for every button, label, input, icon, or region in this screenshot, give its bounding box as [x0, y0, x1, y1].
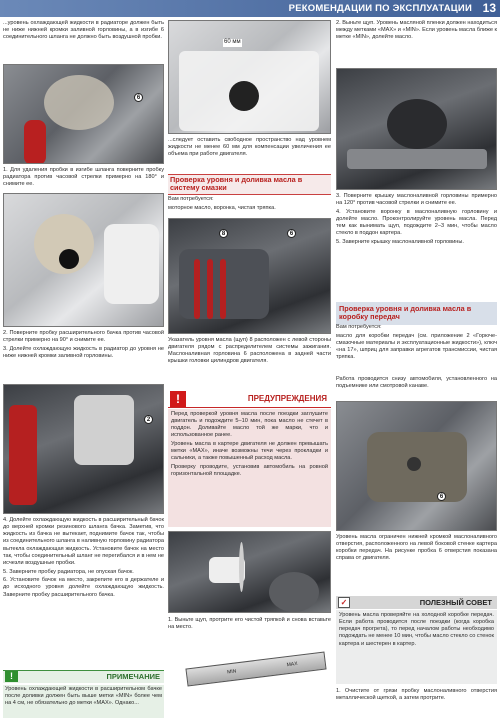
callout-6-filler: 6	[287, 229, 296, 238]
page-number: 13	[482, 1, 496, 15]
section-header-title: РЕКОМЕНДАЦИИ ПО ЭКСПЛУАТАЦИИ	[288, 3, 472, 14]
tip-title: ПОЛЕЗНЫЙ СОВЕТ	[419, 598, 492, 607]
col2-need	[168, 196, 331, 216]
section-engine-oil-title: Проверка уровня и доливка масла в систему смазки	[168, 174, 331, 195]
section-gearbox-oil-title: Проверка уровня и доливка масла в коробку передач	[336, 302, 497, 325]
photo-engine-top	[168, 218, 331, 334]
photo-expansion-tank	[3, 193, 164, 327]
col1-step1: 1. Для удаления пробки в изгибе шланга поверните пробку радиатора против часовой стрелки примерно на 180° и снимите ее.	[3, 167, 164, 188]
col2-top-text: ...следует оставить свободное пространство над уровнем жидкости не менее 60 мм для компенсации увеличения ее объема при работе двигателя.	[168, 137, 331, 158]
col3-step2: 2. Выньте щуп. Уровень масляной пленки должен находиться между метками «MAX» и «MIN». Если уровень масла ближе к метке «MIN», долейте масло.	[336, 20, 497, 41]
dipstick-min-mark: MIN	[226, 668, 237, 676]
callout-6-radiator: 6	[134, 93, 143, 102]
column-1	[3, 18, 164, 718]
column-2	[168, 18, 331, 718]
warning-body: Перед проверкой уровня масла после поездки заглушите двигатель и подождите 5–10 мин, пока масло не стечет в поддон. Доливайте масло той же марки, что и использованное ранее. Уровень масла в картере двигателя не должен превышать метки «MAX», иначе возможны течи через прокладки и сальники, а также повышенный расход масла. Проверку проводите, установив автомобиль на ровной горизонтальной площадке.	[168, 409, 331, 527]
gearbox-need-label: Вам потребуется:	[336, 324, 382, 330]
tip-body: Уровень масла проверяйте на холодной коробке передач. Если работа проводится после поездки (когда коробка передач прогрета), то перед началом работы необходимо подождать не менее 10 мин, чтобы масло стекло со стенок картера и шестерен в картер.	[336, 610, 497, 684]
col3-gear-text: Уровень масла ограничен нижней кромкой маслоналивного отверстия, расположенного на левой боковой стенке картера коробки передач. На рисунке пробка 6 отверстия показана справа от двигателя.	[336, 534, 497, 562]
page-header	[0, 0, 500, 17]
need-label: Вам потребуется:	[168, 196, 214, 202]
note-body: Уровень охлаждающей жидкости в расширительном бачке после доливки должен быть выше метки «MIN» более чем на 4 см, не обязательно до метки «MAX». Однако...	[3, 685, 164, 718]
col2-step1: 1. Выньте щуп, протрите его чистой тряпкой и снова вставьте на место.	[168, 617, 331, 631]
photo-gearbox	[336, 401, 497, 531]
col3-need	[336, 324, 497, 374]
level-label-60mm: 60 мм	[224, 39, 241, 45]
photo-filling-tank	[3, 384, 164, 514]
dipstick-illustration	[185, 652, 326, 687]
col3-prep: Работа проводится снизу автомобиля, установленного на подъемнике или смотровой канаве.	[336, 376, 497, 390]
col3-step1: 1. Очистите от грязи пробку маслоналивного отверстия металлической щеткой, а затем протрите.	[336, 688, 497, 702]
photo-radiator-cap	[3, 64, 164, 164]
callout-6-gearbox-plug: 6	[437, 492, 446, 501]
col2-oil-text: Указатель уровня масла (щуп) 8 расположен с левой стороны двигателя рядом с распределителем системы зажигания. Маслоналивная горловина 6 расположена в задней части крышки головки цилиндров двигателя.	[168, 337, 331, 365]
warning-icon: !	[170, 391, 186, 407]
warning-title: ПРЕДУПРЕЖДЕНИЯ	[247, 394, 327, 403]
photo-pulling-dipstick	[168, 531, 331, 613]
col1-steps-2-3: 2. Поверните пробку расширительного бачка против часовой стрелки примерно на 90° и снимите ее. 3. Долейте охлаждающую жидкость в радиатор до уровня не ниже нижней кромки заливной горловины.	[3, 330, 164, 359]
col1-steps-4-6: 4. Долейте охлаждающую жидкость в расширительный бачок до верхней кромки резинового шланга бачка. Заметив, что жидкость из бачка не вытекает, поднимите бачок так, чтобы из соединительного шланга в наливную горловину радиатора вытекла охлаждающая жидкость. Установите бачок на место так, чтобы соединительный шланг не перегибался и в нем не исчезли воздушные пробки. 5. Заверните пробку радиатора, не опуская бачок. 6. Установите бачок на место, закрепите его в держателе и до исходного уровня долейте охлаждающую жидкость. Заверните пробку расширительного бачка.	[3, 517, 164, 598]
note-title: ПРИМЕЧАНИЕ	[106, 672, 160, 681]
tip-header	[336, 596, 497, 609]
callout-2-tank: 2	[144, 415, 153, 424]
need-items: моторное масло, воронка, чистая тряпка.	[168, 204, 276, 211]
callout-8-dipstick: 8	[219, 229, 228, 238]
note-header	[3, 670, 164, 683]
photo-oil-filler-cap	[336, 68, 497, 190]
tip-icon: ✓	[338, 597, 350, 608]
col3-steps-3-5: 3. Поверните крышку маслоналивной горловины примерно на 120° против часовой стрелки и снимите ее. 4. Установите воронку в маслоналивную горловину и долейте масло. Проконтролируйте уровень масла. Перед тем как вынимать щуп, подождите 2–3 мин, чтобы масло стекло в поддон картера. 5. Заверните крышку маслоналивной горловины.	[336, 193, 497, 245]
column-3	[336, 18, 497, 718]
gearbox-need-items: масло для коробки передач (см. приложение 2 «Горюче-смазочные материалы и эксплуатационные жидкости»), ключ «на 17», шприц для заправки агрегатов трансмиссии, чистая тряпка.	[336, 332, 497, 361]
col1-intro: ...уровень охлаждающей жидкости в радиаторе должен быть не ниже нижней кромки заливной горловины, а в изгибе 6 соединительного шланга не должно быть воздушной пробки.	[3, 20, 164, 41]
dipstick-max-mark: MAX	[286, 660, 298, 669]
info-icon: !	[5, 671, 18, 682]
photo-tank-level	[168, 20, 331, 134]
warning-header	[168, 391, 331, 408]
